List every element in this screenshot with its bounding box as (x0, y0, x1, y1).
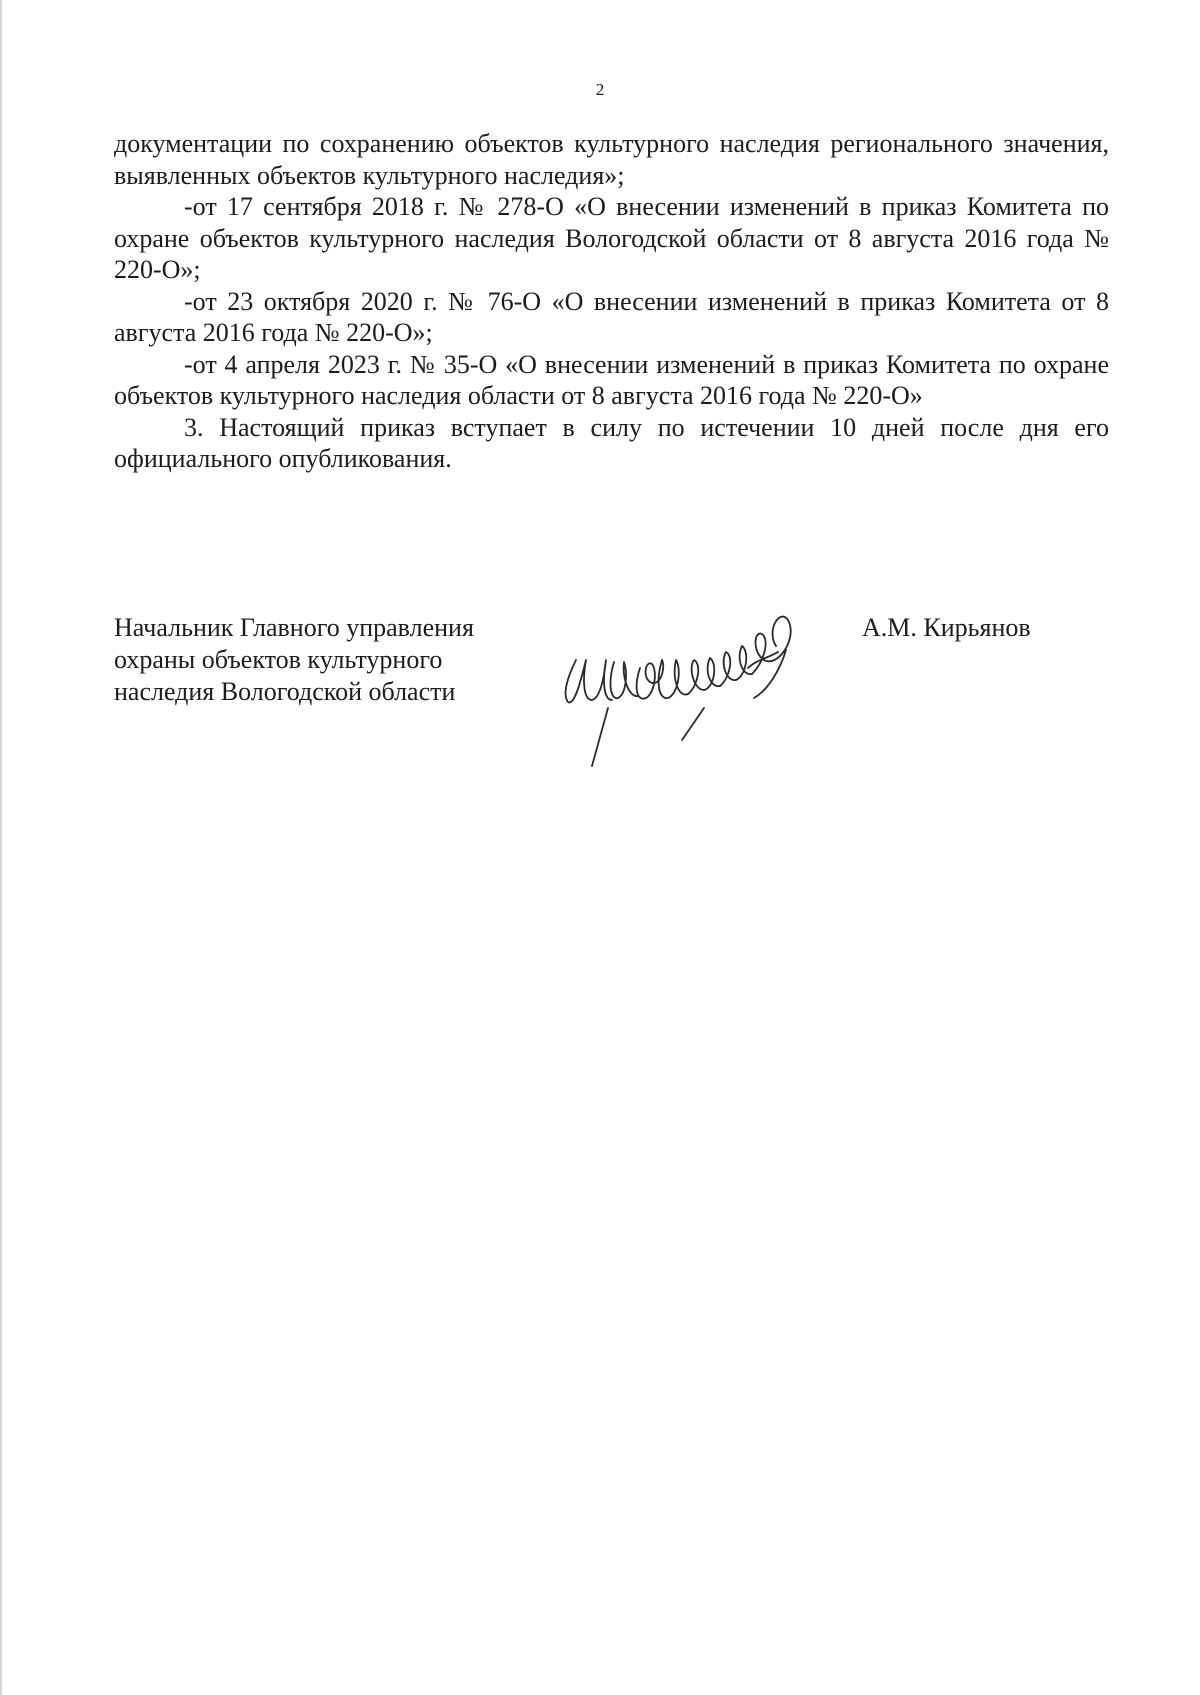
paragraph-continuation: документации по сохранению объектов культурного наследия регионального значения, выявленных объектов культурного наследия»; (114, 129, 1109, 190)
signer-position-line: Начальник Главного управления (114, 613, 474, 642)
document-body (114, 128, 1109, 475)
paragraph-entry-into-force: 3. Настоящий приказ вступает в силу по истечении 10 дней после дня его официального опубликования. (114, 412, 1109, 473)
signature-block (114, 612, 1109, 762)
signer-name: А.М. Кирьянов (862, 613, 1031, 642)
paragraph-amendment-2020: -от 23 октября 2020 г. № 76-О «О внесении изменений в приказ Комитета от 8 августа 2016 года № 220-О»; (114, 286, 1109, 347)
handwritten-signature (554, 590, 834, 780)
signer-position (114, 612, 544, 708)
paragraph-amendment-2023: -от 4 апреля 2023 г. № 35-О «О внесении изменений в приказ Комитета по охране объектов культурного наследия области от 8 августа 2016 года № 220-О» (114, 349, 1109, 410)
signer-position-line: наследия Вологодской области (114, 677, 456, 706)
scan-edge (0, 0, 2, 1695)
page-number: 2 (595, 80, 605, 99)
paragraph-amendment-2018: -от 17 сентября 2018 г. № 278-О «О внесении изменений в приказ Комитета по охране объектов культурного наследия Вологодской области от 8 августа 2016 года № 220-О»; (114, 192, 1109, 284)
signer-position-line: охраны объектов культурного (114, 645, 443, 674)
